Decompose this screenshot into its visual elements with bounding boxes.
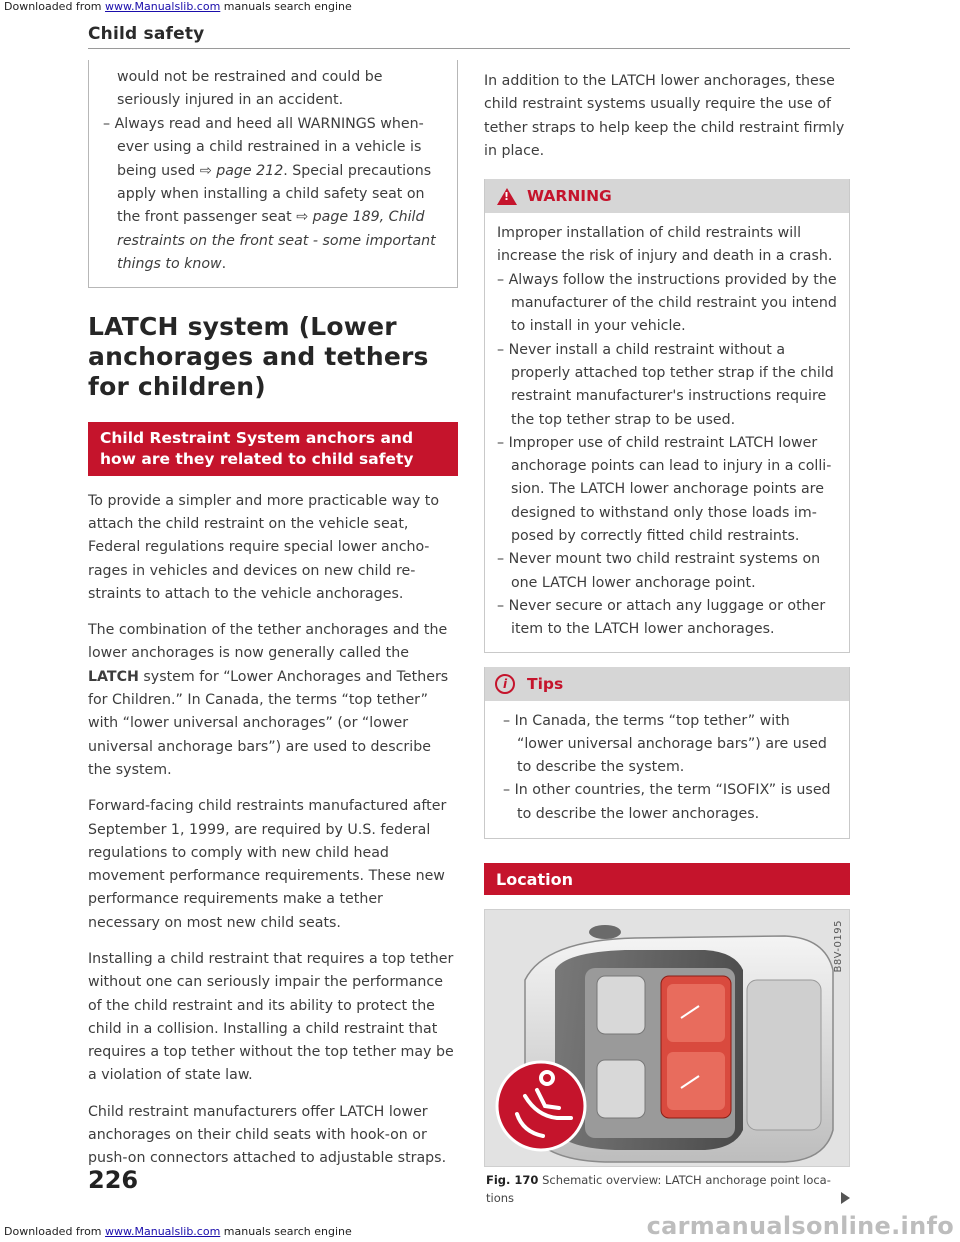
- right-paragraph-1: In addition to the LATCH lower anchorages, these child restraint systems usually require the use of tether straps to help keep the child restraint firmly in place.: [484, 73, 845, 159]
- warning-item: – Never secure or attach any luggage or other item to the LATCH lower anchorages.: [497, 597, 826, 638]
- figure-caption: [484, 1171, 850, 1207]
- continue-arrow-icon: [841, 1192, 850, 1204]
- note-item-2-text: – Always read and heed all WARNINGS whenever using a child restrained in a vehicle is being used: [103, 115, 424, 179]
- right-column: [484, 60, 850, 1207]
- paragraph-2-text-b: system for “Lower Anchorages and Tethers for Children.” In Canada, the terms “top tether” with “lower universal anchorages” (or “lower universal anchorage bars”) are used to describe the system.: [88, 668, 449, 778]
- download-footer-suffix: manuals search engine: [220, 1225, 352, 1238]
- warning-triangle-icon: [497, 188, 517, 205]
- location-heading-bar: Location: [484, 863, 850, 895]
- page-189-link[interactable]: ⇨ page 189, Child restraints on the front seat - some important things to know: [117, 209, 436, 273]
- note-item-2-text-b: . Special precautions apply when installing a child safety seat on the front passenger seat: [117, 162, 432, 226]
- left-column: [88, 60, 458, 1171]
- warning-item: – Always follow the instructions provided by the manufacturer of the child restraint you intend to install in your vehicle.: [497, 271, 837, 335]
- watermark: carmanualsonline.info: [646, 1212, 954, 1240]
- tip-item: – In other countries, the term “ISOFIX” is used to describe the lower anchorages.: [503, 782, 831, 822]
- download-footer-prefix: Downloaded from: [4, 1225, 106, 1238]
- warning-item: – Improper use of child restraint LATCH lower anchorage points can lead to injury in a collision. The LATCH lower anchorage points are designed to withstand only those loads imposed by correctly fitted child restraints.: [497, 434, 832, 545]
- note-item-1: would not be restrained and could be seriously injured in an accident.: [117, 69, 383, 109]
- section-title: LATCH system (Lower anchorages and tethers for children): [88, 311, 429, 401]
- figure-label: Fig. 170: [486, 1173, 539, 1188]
- warning-body: [485, 213, 849, 651]
- header-rule: [88, 48, 850, 49]
- tips-header: [485, 667, 849, 701]
- tip-item: – In Canada, the terms “top tether” with “lower universal anchorage bars”) are used to describe the system.: [503, 712, 827, 776]
- continued-note-box: [88, 60, 458, 288]
- warning-header: [485, 179, 849, 213]
- paragraph-1: To provide a simpler and more practicable way to attach the child restraint on the vehicle seat, Federal regulations require special lower anchorages in vehicles and devices on new child restraints to attach to the vehicle anchorages.: [88, 492, 440, 602]
- latch-term: LATCH: [88, 668, 139, 685]
- figure-caption-text: Schematic overview: LATCH anchorage point locations: [486, 1173, 831, 1206]
- paragraph-5: Child restraint manufacturers offer LATCH lower anchorages on their child seats with hook-on or push-on connectors attached to adjustable straps.: [88, 1103, 447, 1167]
- manualslib-link[interactable]: www.Manualslib.com: [105, 0, 221, 13]
- download-header-prefix: Downloaded from: [4, 0, 106, 13]
- download-header-suffix: manuals search engine: [220, 0, 352, 13]
- tips-box: [484, 667, 850, 839]
- paragraph-3: Forward-facing child restraints manufactured after September 1, 1999, are required by U.S. federal regulations to comply with new child head movement performance requirements. These new performance requirements make a tether necessary on most new child seats.: [88, 798, 447, 931]
- warning-item: – Never install a child restraint without a properly attached top tether strap if the child restraint manufacturer's instructions require the top tether strap to be used.: [497, 341, 834, 428]
- warning-title: WARNING: [527, 187, 612, 206]
- note-item-2-end: .: [221, 256, 227, 273]
- figure-code: B8V-0195: [833, 920, 844, 973]
- page-212-link[interactable]: ⇨ page 212: [199, 162, 284, 179]
- warning-item: – Never mount two child restraint systems on one LATCH lower anchorage point.: [497, 551, 821, 591]
- warning-intro: Improper installation of child restraints will increase the risk of injury and death in a crash.: [497, 225, 833, 265]
- car-schematic-illustration: [485, 910, 850, 1167]
- tips-body: [485, 701, 849, 838]
- left-body: [88, 490, 458, 1171]
- running-head: Child safety: [88, 24, 205, 44]
- paragraph-2-text-a: The combination of the tether anchorages and the lower anchorages is now generally called the: [88, 622, 448, 662]
- subsection-heading-bar: Child Restraint System anchors and how are they related to child safety: [88, 422, 458, 476]
- page-number: 226: [88, 1166, 139, 1194]
- figure-latch-locations: [484, 909, 850, 1167]
- tips-title: Tips: [527, 674, 564, 693]
- note-item-2: [103, 113, 447, 277]
- paragraph-4: Installing a child restraint that requires a top tether without one can seriously impair the performance of the child restraint and its ability to protect the child in a collision. Installing a child restraint that requires a top tether without the top tether may be a violation of state law.: [88, 951, 454, 1084]
- manualslib-footer-link[interactable]: www.Manualslib.com: [105, 1225, 221, 1238]
- paragraph-2: [88, 619, 458, 782]
- download-footer: [4, 1225, 352, 1238]
- download-header: [4, 0, 352, 13]
- warning-box: [484, 179, 850, 652]
- info-icon: i: [495, 674, 515, 694]
